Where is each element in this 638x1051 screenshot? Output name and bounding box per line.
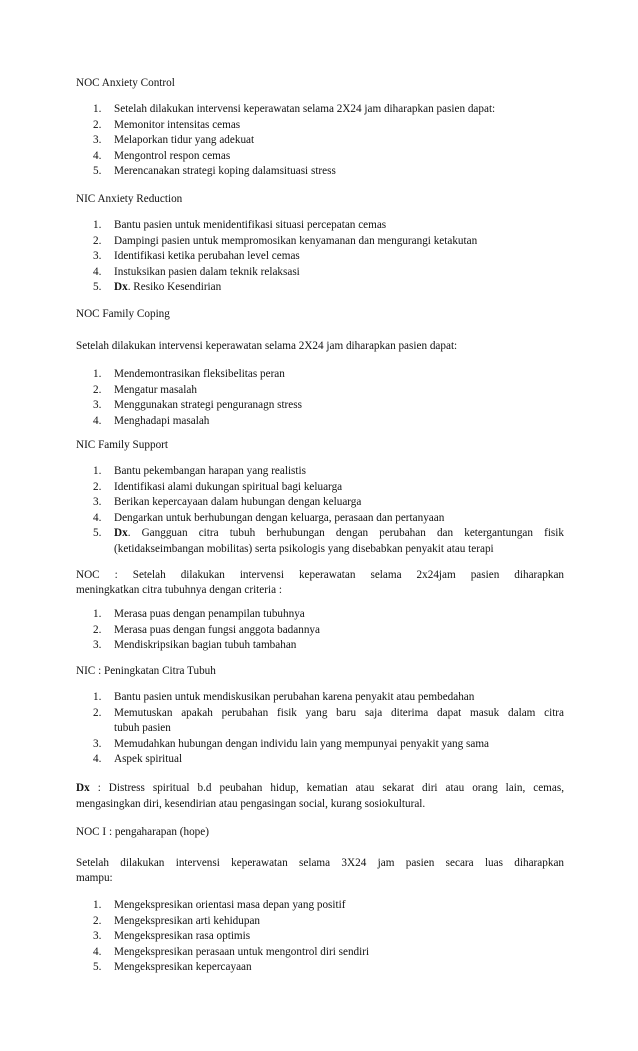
list-item bbox=[76, 511, 564, 527]
intro-noc-family: Setelah dilakukan intervensi keperawatan selama 2X24 jam diharapkan pasien dapat: bbox=[76, 340, 458, 352]
list-number: 3. bbox=[93, 737, 102, 750]
list-number: 5. bbox=[93, 281, 102, 294]
list-number: 4. bbox=[93, 753, 102, 766]
list-number: 1. bbox=[93, 219, 102, 231]
list-number: 3. bbox=[93, 930, 102, 943]
list-item bbox=[76, 280, 564, 296]
list-number: 2. bbox=[93, 118, 102, 131]
list-noc-anxiety bbox=[76, 102, 564, 180]
list-number: 4. bbox=[93, 945, 102, 958]
list-item bbox=[76, 118, 564, 134]
list-item-text: Mengekspresikan kepercayaan bbox=[114, 961, 252, 974]
list-item-text: . Resiko Kesendirian bbox=[127, 281, 222, 294]
list-item-text-line: Memutuskan apakah perubahan fisik yang baru saja diterima dapat masuk dalam citra bbox=[114, 706, 564, 719]
intro-noc-hope-line2: mampu: bbox=[76, 872, 113, 884]
list-item-text: Mengekspresikan perasaan untuk mengontrol diri sendiri bbox=[114, 945, 370, 958]
list-item bbox=[76, 265, 564, 281]
dx-label: Dx bbox=[76, 782, 90, 794]
list-item-text: Mengatur masalah bbox=[114, 383, 197, 396]
list-item-text: Melaporkan tidur yang adekuat bbox=[114, 134, 255, 147]
list-item bbox=[76, 623, 564, 639]
list-number: 1. bbox=[93, 368, 102, 380]
list-item-text: Mendemontrasikan fleksibelitas peran bbox=[114, 368, 285, 380]
list-item-text: Menghadapi masalah bbox=[114, 414, 210, 427]
list-item bbox=[76, 164, 564, 180]
list-number: 1. bbox=[93, 899, 102, 911]
list-item-text: Mengekspresikan orientasi masa depan yang positif bbox=[114, 899, 346, 911]
list-item bbox=[76, 495, 564, 511]
list-item-text: Merasa puas dengan fungsi anggota badannya bbox=[114, 623, 320, 636]
list-item-text: Mengekspresikan rasa optimis bbox=[114, 930, 251, 943]
list-item-text: Identifikasi ketika perubahan level cemas bbox=[114, 250, 300, 263]
intro-noc-body-line2: meningkatkan citra tubuhnya dengan criteria : bbox=[76, 584, 282, 596]
list-item bbox=[76, 737, 564, 753]
list-item-text: Memudahkan hubungan dengan individu lain yang mempunyai penyakit yang sama bbox=[114, 737, 490, 750]
list-item-text-line: (ketidakseimbangan mobilitas) serta psikologis yang disebabkan penyakit atau terapi bbox=[114, 542, 494, 555]
dx-label: Dx bbox=[114, 281, 128, 294]
list-item-text: Mendiskripsikan bagian tubuh tambahan bbox=[114, 639, 297, 652]
list-number: 2. bbox=[93, 383, 102, 396]
list-item-text: Bantu pasien untuk mendiskusikan perubahan karena penyakit atau pembedahan bbox=[114, 691, 475, 703]
list-number: 1. bbox=[93, 608, 102, 620]
list-number: 4. bbox=[93, 414, 102, 427]
list-item bbox=[76, 914, 564, 930]
list-item bbox=[76, 526, 564, 557]
list-item bbox=[76, 414, 564, 430]
dx-spiritual-paragraph bbox=[76, 781, 564, 812]
list-item bbox=[76, 480, 564, 496]
list-number: 1. bbox=[93, 103, 102, 115]
list-item bbox=[76, 464, 564, 480]
list-item-text: Instuksikan pasien dalam teknik relaksasi bbox=[114, 265, 300, 278]
heading-nic-family-support: NIC Family Support bbox=[76, 439, 168, 451]
heading-nic-anxiety-reduction: NIC Anxiety Reduction bbox=[76, 193, 183, 205]
list-noc-hope bbox=[76, 898, 564, 976]
list-item bbox=[76, 638, 564, 654]
list-number: 3. bbox=[93, 639, 102, 652]
list-item bbox=[76, 383, 564, 399]
list-item bbox=[76, 102, 564, 118]
list-number: 4. bbox=[93, 149, 102, 162]
list-item-text: Memonitor intensitas cemas bbox=[114, 118, 241, 131]
heading-nic-body-image: NIC : Peningkatan Citra Tubuh bbox=[76, 665, 216, 677]
list-item-text: Aspek spiritual bbox=[114, 753, 183, 766]
list-item bbox=[76, 960, 564, 976]
list-number: 4. bbox=[93, 265, 102, 278]
list-item-text-line: tubuh pasien bbox=[114, 722, 171, 735]
list-number: 4. bbox=[93, 511, 102, 524]
list-item bbox=[76, 752, 564, 768]
list-item-text: Setelah dilakukan intervensi keperawatan selama 2X24 jam diharapkan pasien dapat: bbox=[114, 103, 496, 115]
list-item bbox=[76, 149, 564, 165]
list-nic-body bbox=[76, 690, 564, 768]
list-nic-anxiety bbox=[76, 218, 564, 296]
list-item-text: Merasa puas dengan penampilan tubuhnya bbox=[114, 608, 305, 620]
heading-noc-hope: NOC I : pengaharapan (hope) bbox=[76, 826, 209, 838]
list-number: 3. bbox=[93, 134, 102, 147]
list-item bbox=[76, 133, 564, 149]
list-item-text: Berikan kepercayaan dalam hubungan dengan keluarga bbox=[114, 496, 362, 509]
dx-label: Dx bbox=[114, 527, 128, 540]
list-number: 5. bbox=[93, 165, 102, 178]
list-item bbox=[76, 234, 564, 250]
list-item-text: Bantu pasien untuk menidentifikasi situasi percepatan cemas bbox=[114, 219, 387, 231]
list-item bbox=[76, 929, 564, 945]
heading-noc-anxiety-control: NOC Anxiety Control bbox=[76, 77, 175, 89]
list-item-text: Dampingi pasien untuk mempromosikan kenyamanan dan mengurangi ketakutan bbox=[114, 234, 478, 247]
list-item bbox=[76, 367, 564, 383]
list-item bbox=[76, 690, 564, 706]
list-number: 3. bbox=[93, 496, 102, 509]
heading-noc-family-coping: NOC Family Coping bbox=[76, 308, 170, 320]
list-number: 2. bbox=[93, 480, 102, 493]
list-item-text-line bbox=[114, 526, 564, 542]
list-item bbox=[76, 898, 564, 914]
list-item bbox=[76, 945, 564, 961]
list-number: 2. bbox=[93, 234, 102, 247]
list-number: 3. bbox=[93, 250, 102, 263]
list-number: 2. bbox=[93, 914, 102, 927]
list-number: 5. bbox=[93, 527, 102, 540]
list-number: 3. bbox=[93, 399, 102, 412]
list-item-text: Identifikasi alami dukungan spiritual bagi keluarga bbox=[114, 480, 343, 493]
list-item-text: Merencanakan strategi koping dalamsituasi stress bbox=[114, 165, 336, 178]
intro-noc-hope-line1: Setelah dilakukan intervensi keperawatan selama 3X24 jam pasien secara luas diharapkan bbox=[76, 857, 564, 869]
list-nic-family bbox=[76, 464, 564, 558]
list-item bbox=[76, 706, 564, 737]
list-item-text: Dengarkan untuk berhubungan dengan keluarga, perasaan dan pertanyaan bbox=[114, 511, 445, 524]
list-number: 5. bbox=[93, 961, 102, 974]
list-noc-family bbox=[76, 367, 564, 429]
list-item bbox=[76, 607, 564, 623]
list-item-text: Mengekspresikan arti kehidupan bbox=[114, 914, 261, 927]
dx-spiritual-line2: mengasingkan diri, kesendirian atau pengasingan social, kurang sosiokultural. bbox=[76, 797, 426, 810]
list-item bbox=[76, 218, 564, 234]
list-number: 2. bbox=[93, 623, 102, 636]
list-number: 2. bbox=[93, 706, 102, 719]
intro-noc-body-line1: NOC : Setelah dilakukan intervensi keperawatan selama 2x24jam pasien diharapkan bbox=[76, 569, 564, 581]
list-item bbox=[76, 249, 564, 265]
list-number: 1. bbox=[93, 465, 102, 477]
list-item-text: Menggunakan strategi penguranagn stress bbox=[114, 399, 302, 412]
list-item-text: Bantu pekembangan harapan yang realistis bbox=[114, 465, 306, 477]
dx-text: : Distress spiritual b.d peubahan hidup, kematian atau sekarat diri atau orang lain, cemas, bbox=[89, 782, 564, 794]
list-item-text: Mengontrol respon cemas bbox=[114, 149, 231, 162]
list-noc-body bbox=[76, 607, 564, 654]
list-item-text: . Gangguan citra tubuh berhubungan dengan perubahan dan ketergantungan fisik bbox=[127, 527, 564, 540]
list-number: 1. bbox=[93, 691, 102, 703]
list-item bbox=[76, 398, 564, 414]
dx-spiritual-line1 bbox=[76, 781, 564, 797]
